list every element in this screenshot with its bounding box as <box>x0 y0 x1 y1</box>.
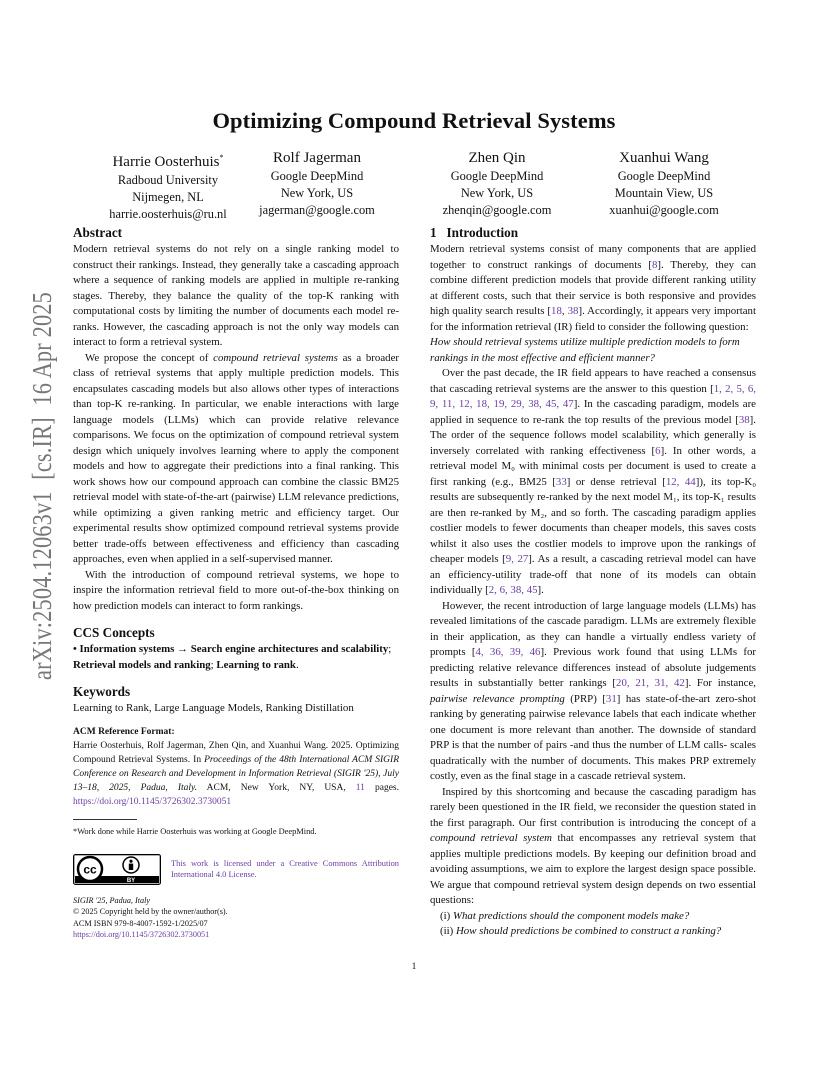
emphasis: compound retrieval systems <box>213 351 338 364</box>
author-block-3 <box>407 148 587 219</box>
author-block-2 <box>227 148 407 219</box>
publication-info <box>73 895 399 941</box>
citation[interactable]: 31 <box>605 692 617 705</box>
citation[interactable]: 2, 6, 38, 45 <box>488 584 538 596</box>
introduction-heading: 1 Introduction <box>430 225 519 240</box>
author-location: Mountain View, US <box>614 186 714 200</box>
citation[interactable]: 6 <box>655 444 661 457</box>
doi-link[interactable]: https://doi.org/10.1145/3726302.3730051 <box>73 796 232 807</box>
author-affiliation: Google DeepMind <box>270 169 364 183</box>
ccs-heading: CCS Concepts <box>73 625 155 640</box>
abstract-heading: Abstract <box>73 225 123 240</box>
keywords-heading: Keywords <box>73 684 131 699</box>
isbn: ACM ISBN 979-8-4007-1592-1/2025/07 <box>73 918 208 928</box>
citation[interactable]: 20, 21, 31, 42 <box>616 677 685 689</box>
pages-link[interactable]: 11 <box>355 782 365 793</box>
intro-paragraph-3: However, the recent introduction of large language models (LLMs) has revealed limitations of the cascade paradigm. LLMs are extremely flexible in their application, as they can handle a virtually endless variety of prompts [4, 36, 39, 46]. Previous work found that using LLMs for predicting relative relevance differences instead of absolute judgements results in substantially better rankings [20, 21, 31, 42]. For instance, pairwise relevance prompting (PRP) [31] has state-of-the-art zero-shot ranking by generating pairwise relevance labels that each indicate whether one document is more relevant than another. The downside of standard PRP is that the number of pairs -and thus the number of LLM calls- scales quadratically with the number of documents. This makes PRP extremely costly, even as the final stage in a cascade retrieval system. <box>430 599 756 782</box>
research-question: How should retrieval systems utilize multiple prediction models to form rankings in the most effective and efficient manner? <box>430 336 740 364</box>
page-number: 1 <box>411 962 417 972</box>
venue: SIGIR '25, Padua, Italy <box>73 895 151 905</box>
citation[interactable]: 12, 44 <box>665 475 696 488</box>
author-location: New York, US <box>460 186 534 200</box>
essential-questions-list <box>430 909 756 940</box>
author-affiliation: Google DeepMind <box>450 169 544 183</box>
author-name: Xuanhui Wang <box>619 150 709 166</box>
abstract-paragraph-3: With the introduction of compound retrieval systems, we hope to inspire the information retrieval field to more out-of-the-box thinking on how prediction models can interact to form rankings. <box>73 568 399 612</box>
list-item: (ii) How should predictions be combined to construct a ranking? <box>440 925 722 937</box>
acm-reference-label: ACM Reference Format: <box>73 726 175 737</box>
keywords-text: Learning to Rank, Large Language Models, Ranking Distillation <box>73 702 354 714</box>
author-affiliation: Google DeepMind <box>617 169 711 183</box>
pubinfo-doi-link[interactable]: https://doi.org/10.1145/3726302.3730051 <box>73 930 210 939</box>
emphasis: compound retrieval system <box>430 832 553 844</box>
intro-paragraph-1: Modern retrieval systems consist of many components that are applied together to construct rankings of documents [8]. Thereby, they can combine different prediction models that provide different ranking utility at different costs, such that their service is both responsive and provides high quality search results [18, 38]. Accordingly, it appears very important for the information retrieval (IR) field to consider the following question: <box>430 243 757 333</box>
author-location: Nijmegen, NL <box>132 190 204 204</box>
author-footnote-mark: * <box>219 153 224 162</box>
arxiv-stamp <box>20 290 60 680</box>
cc-by-license-icon[interactable] <box>73 854 161 885</box>
author-name: Harrie Oosterhuis <box>112 154 220 170</box>
intro-paragraph-2: Over the past decade, the IR field appears to have reached a consensus that cascading retrieval systems are the answer to this question [1, 2, 5, 6, 9, 11, 12, 18, 19, 29, 38, 45, 47]. In the cascading paradigm, models are applied in sequence to re-rank the top results of the previous model [38]. The order of the sequence follows model scalability, which generally is inversely correlated with ranking effectiveness [6]. In other words, a retrieval model M₀ with minimal costs per document is used to create a first ranking (e.g., BM25 [33] or dense retrieval [12, 44]), its top-K₀ results are subsequently re-ranked by the next model M₁, its top-K₁ results are then re-ranked by M₂, and so forth. The cascading paradigm applies costlier models to fewer documents than cheaper models, this saves costs whilst it also uses the costlier models to improve upon the rankings of cheaper models [9, 27]. As a result, a cascading retrieval model can have an efficiency-utility trade-off that none of its models can obtain individually [2, 6, 38, 45]. <box>430 367 756 596</box>
list-item: (i) What predictions should the component models make? <box>440 909 690 922</box>
citation[interactable]: 33 <box>555 475 567 488</box>
left-column <box>73 224 399 941</box>
by-logo-text: BY <box>126 877 136 884</box>
license-block <box>73 854 399 885</box>
author-email: zhenqin@google.com <box>442 203 552 217</box>
copyright: © 2025 Copyright held by the owner/author(s). <box>73 907 228 916</box>
ccs-concepts: • Information systems → Search engine architectures and scalability; Retrieval models and ranking; Learning to rank. <box>73 643 392 671</box>
author-email: jagerman@google.com <box>259 203 375 217</box>
acm-reference-text: Harrie Oosterhuis, Rolf Jagerman, Zhen Qin, and Xuanhui Wang. 2025. Optimizing Compound Retrieval Systems. In Proceedings of the 48th International ACM SIGIR Conference on Research and Development in Information Retrieval (SIGIR '25), July 13–18, 2025, Padua, Italy. ACM, New York, NY, USA, 11 pages. https://doi.org/10.1145/3726302.3730051 <box>73 740 399 807</box>
author-name: Rolf Jagerman <box>273 150 361 166</box>
paper-title: Optimizing Compound Retrieval Systems <box>212 108 616 133</box>
citation[interactable]: 1, 2, 5, 6, 9, 11, 12, 18, 19, 29, 38, 45, 47 <box>430 382 756 410</box>
emphasis: pairwise relevance prompting <box>430 692 565 705</box>
citation[interactable]: 4, 36, 39, 46 <box>475 646 541 658</box>
intro-paragraph-4: Inspired by this shortcoming and because the cascading paradigm has rarely been questioned in the IR field, we reconsider the question stated in the first paragraph. Our first contribution is introducing the concept of a compound retrieval system that encompasses any retrieval system that applies multiple predictions models. By keeping our definition broad and avoiding assumptions, we aim to explore the largest design space possible. We argue that compound retrieval system design depends on two essential questions: <box>430 785 756 906</box>
author-email: harrie.oosterhuis@ru.nl <box>109 207 227 221</box>
arxiv-stamp-text: arXiv:2504.12063v1 [cs.IR] 16 Apr 2025 <box>27 290 57 680</box>
citation[interactable]: 8 <box>651 258 658 271</box>
license-link[interactable]: This work is licensed under a Creative Commons Attribution International 4.0 License. <box>171 858 399 879</box>
author-email: xuanhui@google.com <box>609 203 719 217</box>
author-block-4 <box>574 148 754 219</box>
citation[interactable]: 38 <box>738 413 750 426</box>
author-affiliation: Radboud University <box>117 173 219 187</box>
right-column <box>430 224 756 940</box>
cc-logo-text: cc <box>83 862 97 876</box>
citation[interactable]: 18 <box>551 305 562 317</box>
citation[interactable]: 38 <box>567 305 579 317</box>
author-location: New York, US <box>280 186 354 200</box>
author-name: Zhen Qin <box>468 150 526 166</box>
abstract-paragraph-1: Modern retrieval systems do not rely on a single ranking model to construct their rankings. Instead, they generally take a cascading approach where a sequence of ranking models are applied in multiple re-ranking stages. Thereby, they balance the quality of the top-K ranking with computational costs by limiting the number of documents each model re-ranks. However, the cascading approach is not the only way models can interact to form a retrieval system. <box>73 243 399 348</box>
citation[interactable]: 9, 27 <box>505 553 529 565</box>
abstract-paragraph-2: We propose the concept of compound retrieval systems as a broader class of retrieval systems that apply multiple prediction models. This encapsulates cascading models but also allows other types of interactions than top-K re-ranking. In particular, we enable interactions with large language models (LLMs) which can provide relative relevance comparisons. We focus on the optimization of compound retrieval system design which uniquely involves learning where to apply the component models and how to aggregate their predictions into a final ranking. This work shows how our compound approach can combine the classic BM25 retrieval model with state-of-the-art (pairwise) LLM relevance predictions, while optimizing a given ranking metric and efficiency target. Our experimental results show optimized compound retrieval systems provide better trade-offs between effectiveness and efficiency than cascading approaches, even when applied in a self-supervised manner. <box>73 351 399 565</box>
footnote: *Work done while Harrie Oosterhuis was working at Google DeepMind. <box>73 826 317 836</box>
footnote-rule <box>73 819 137 820</box>
